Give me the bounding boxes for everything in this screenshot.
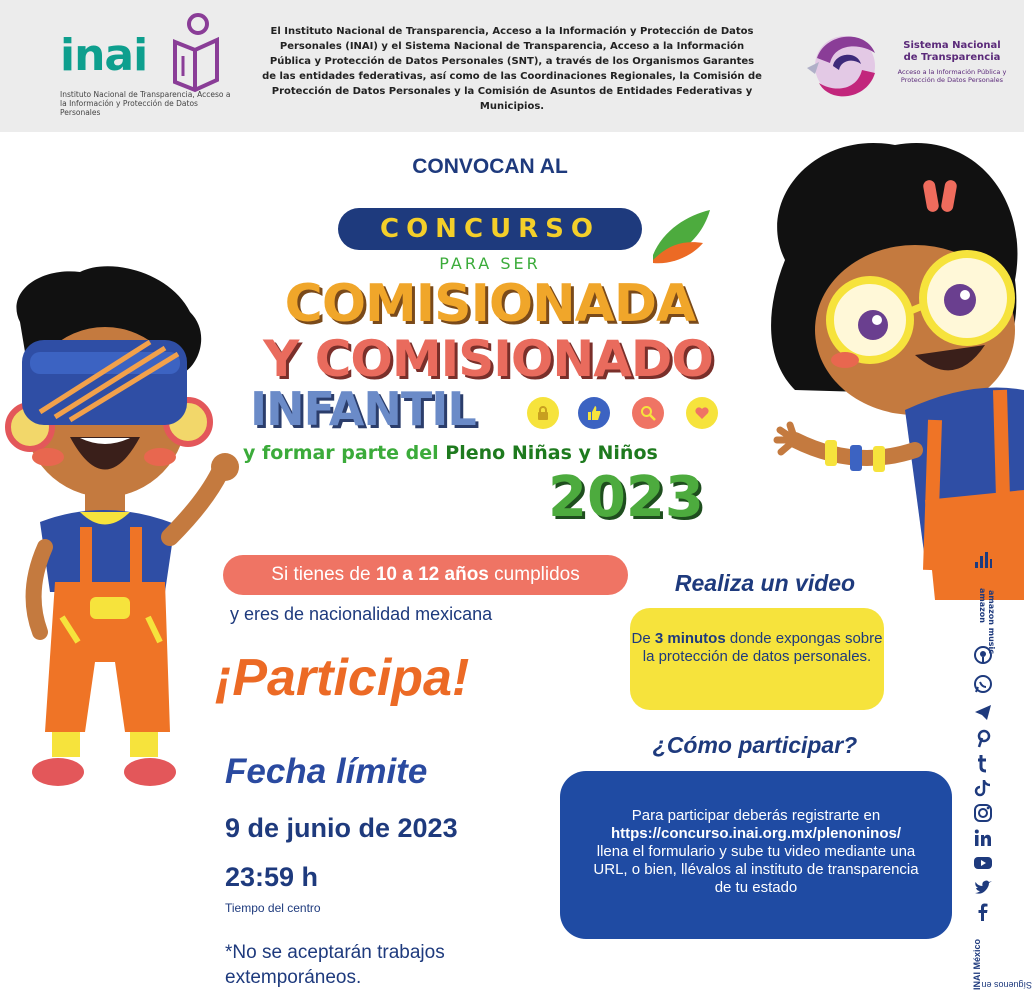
inai-figure-icon <box>165 12 220 90</box>
title-line-comisionado: Y COMISIONADO <box>263 330 713 388</box>
tiktok-icon[interactable] <box>971 778 995 802</box>
age-range: 10 a 12 años <box>375 564 489 585</box>
snt-swirl-icon <box>805 28 890 106</box>
nationality-requirement: y eres de nacionalidad mexicana <box>230 604 493 624</box>
tumblr-icon[interactable] <box>971 753 995 777</box>
twitter-icon[interactable] <box>971 878 995 902</box>
svg-text:amazon: amazon <box>978 588 987 623</box>
title-line-comisionada: COMISIONADA <box>284 274 696 334</box>
heart-icon <box>686 397 718 429</box>
youtube-icon[interactable] <box>971 853 995 877</box>
whatsapp-icon[interactable] <box>971 674 995 698</box>
siguenos-text: Síguenos en <box>981 980 1032 990</box>
how-to-participate-box <box>560 771 952 939</box>
podcast-icon[interactable] <box>971 645 995 669</box>
video-suffix: donde expongas sobre la protección de datos personales. <box>642 630 883 665</box>
pleno-text: Pleno Niñas y Niños <box>445 442 658 464</box>
deadline-date: 9 de junio de 2023 <box>225 813 458 843</box>
registration-url-link[interactable]: https://concurso.inai.org.mx/plenoninos/ <box>610 825 902 842</box>
age-requirement-pill <box>223 555 628 595</box>
inai-handle: INAI México <box>972 938 982 990</box>
video-requirement-box <box>630 608 884 710</box>
leaf-decoration-icon <box>648 205 714 267</box>
video-prefix: De <box>631 630 655 647</box>
telegram-icon[interactable] <box>971 702 995 726</box>
snt-logo <box>805 28 1005 108</box>
follow-us-label <box>972 930 1032 1000</box>
year-2023: 2023 <box>548 465 704 530</box>
inai-subtitle: Instituto Nacional de Transparencia, Acceso a la Información y Protección de Datos Personales <box>60 90 231 117</box>
inai-logo-text: inai <box>60 30 148 81</box>
amazon-music-icon[interactable] <box>971 586 996 655</box>
header-banner <box>0 0 1024 132</box>
magnifier-icon <box>632 397 664 429</box>
thumbs-up-icon <box>578 397 610 429</box>
deadline-title: Fecha límite <box>225 752 428 791</box>
header-description: El Instituto Nacional de Transparencia, Acceso a la Información y Protección de Datos Personales (INAI) y el Sistema Nacional de Transparencia, Acceso a la Información Pública y Protección de Datos Personales (SNT), a través de los Organismos Garantes de las entidades federativas, así como de las Coordinaciones Regionales, la Comisión de Protección de Datos Personales y la Comisión de Asuntos de Entidades Federativas y Municipios. <box>262 26 762 112</box>
video-heading: Realiza un video <box>674 570 856 596</box>
concurso-pill: CONCURSO <box>338 208 642 250</box>
snt-title: Sistema Nacional de Transparencia <box>903 40 1001 63</box>
lock-icon <box>527 397 559 429</box>
how-line2: llena el formulario y sube tu video mediante una URL, o bien, llévalos al instituto de transparencia de tu estado <box>593 843 919 896</box>
title-line-infantil: INFANTIL <box>250 382 476 436</box>
deezer-icon[interactable] <box>971 550 995 574</box>
formar-prefix: y formar parte del <box>243 442 446 464</box>
snt-subtitle: Acceso a la Información Pública y Protección de Datos Personales <box>897 68 1007 84</box>
instagram-icon[interactable] <box>971 803 995 827</box>
age-prefix: Si tienes de <box>271 564 376 585</box>
inai-logo <box>60 12 231 117</box>
girl-character-illustration <box>755 140 1024 600</box>
late-submission-note: *No se aceptarán trabajos extemporáneos. <box>225 942 445 988</box>
pinterest-icon[interactable] <box>971 728 995 752</box>
participa-heading: ¡Participa! <box>215 649 470 707</box>
how-line1: Para participar deberás registrarte en <box>631 807 881 824</box>
how-to-participate-heading: ¿Cómo participar? <box>652 732 858 758</box>
deadline-hour: 23:59 h <box>225 862 319 892</box>
facebook-icon[interactable] <box>971 902 995 926</box>
amazon-music-label: amazon music <box>987 590 996 655</box>
boy-character-illustration <box>0 262 250 807</box>
convocan-heading: CONVOCAN AL <box>412 155 568 178</box>
formar-parte-text <box>243 442 743 464</box>
para-ser-text: PARA SER <box>439 254 541 273</box>
age-suffix: cumplidos <box>488 564 580 585</box>
deadline-timezone: Tiempo del centro <box>225 901 321 915</box>
linkedin-icon[interactable] <box>971 828 995 852</box>
video-duration: 3 minutos <box>654 630 726 647</box>
